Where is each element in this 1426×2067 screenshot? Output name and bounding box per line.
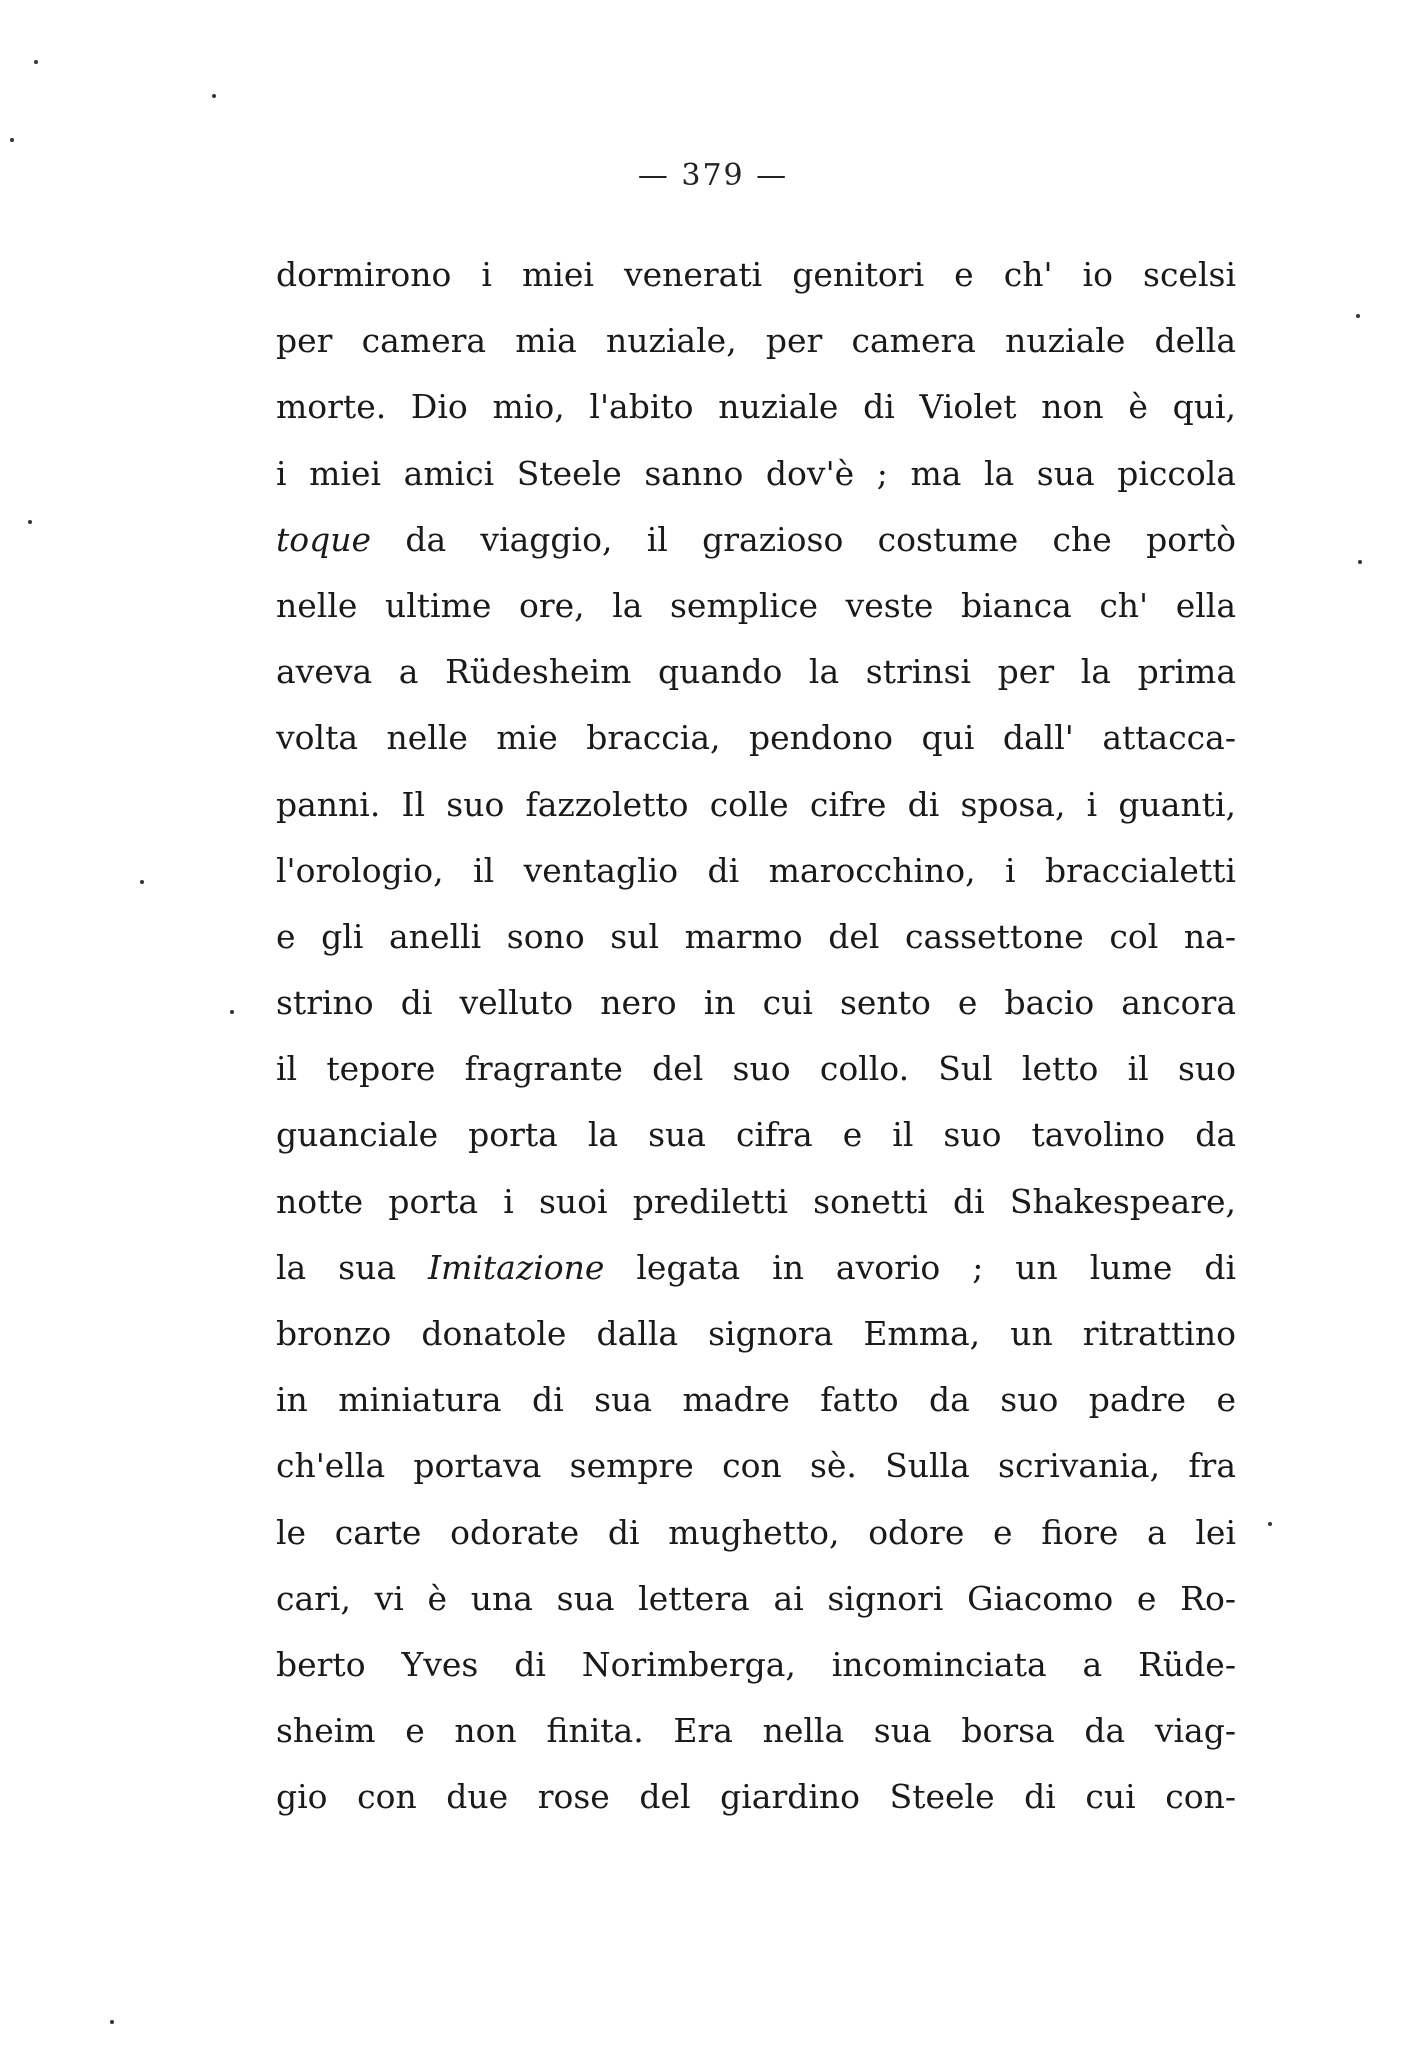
page-number: — 379 — (637, 158, 789, 193)
scan-speck (212, 94, 216, 98)
scan-speck (1356, 314, 1360, 318)
scan-speck (34, 60, 38, 64)
text-line-16-after: legata in avorio ; un lume di (604, 1247, 1236, 1287)
text-line-8: volta nelle mie braccia, pendono qui dall' attacca- (276, 718, 1236, 758)
text-line-14: guanciale porta la sua cifra e il suo tavolino da (276, 1115, 1236, 1155)
text-line-19: ch'ella portava sempre con sè. Sulla scrivania, fra (276, 1446, 1236, 1486)
scan-speck (230, 1010, 234, 1014)
text-line-22: berto Yves di Norimberga, incominciata a Rüde- (276, 1644, 1236, 1684)
text-line-20: le carte odorate di mughetto, odore e fiore a lei (276, 1512, 1236, 1552)
text-line-16 (276, 1235, 1236, 1301)
text-line-15: notte porta i suoi prediletti sonetti di Shakespeare, (276, 1181, 1236, 1221)
italic-word-imitazione: Imitazione (428, 1247, 605, 1287)
scan-speck (1268, 1522, 1272, 1526)
text-line-5 (276, 507, 1236, 573)
text-line-2: per camera mia nuziale, per camera nuziale della (276, 321, 1236, 361)
scan-speck (110, 2020, 114, 2024)
scan-speck (140, 880, 144, 884)
scan-speck (1358, 560, 1362, 564)
body-text (276, 242, 1236, 1831)
text-line-4: i miei amici Steele sanno dov'è ; ma la sua piccola (276, 453, 1236, 493)
italic-word-toque: toque (276, 519, 372, 559)
text-line-10: l'orologio, il ventaglio di marocchino, i braccialetti (276, 850, 1236, 890)
text-line-16-before: la sua (276, 1247, 428, 1287)
scan-speck (10, 138, 14, 142)
text-line-18: in miniatura di sua madre fatto da suo padre e (276, 1380, 1236, 1420)
text-line-17: bronzo donatole dalla signora Emma, un ritrattino (276, 1314, 1236, 1353)
text-line-21: cari, vi è una sua lettera ai signori Giacomo e Ro- (276, 1578, 1236, 1618)
text-line-24: gio con due rose del giardino Steele di cui con- (276, 1777, 1236, 1817)
text-line-9: panni. Il suo fazzoletto colle cifre di sposa, i guanti, (276, 784, 1236, 824)
text-line-23: sheim e non finita. Era nella sua borsa da viag- (276, 1711, 1236, 1751)
text-line-7: aveva a Rüdesheim quando la strinsi per la prima (276, 652, 1236, 692)
text-line-5-rest: da viaggio, il grazioso costume che portò (371, 519, 1236, 559)
text-line-13: il tepore fragrante del suo collo. Sul letto il suo (276, 1049, 1236, 1089)
text-line-11: e gli anelli sono sul marmo del cassettone col na- (276, 916, 1236, 956)
scan-speck (28, 520, 32, 524)
text-line-6: nelle ultime ore, la semplice veste bianca ch' ella (276, 585, 1236, 625)
text-line-12: strino di velluto nero in cui sento e bacio ancora (276, 983, 1236, 1023)
text-line-1: dormirono i miei venerati genitori e ch' io scelsi (276, 255, 1236, 294)
text-line-3: morte. Dio mio, l'abito nuziale di Violet non è qui, (276, 387, 1236, 427)
